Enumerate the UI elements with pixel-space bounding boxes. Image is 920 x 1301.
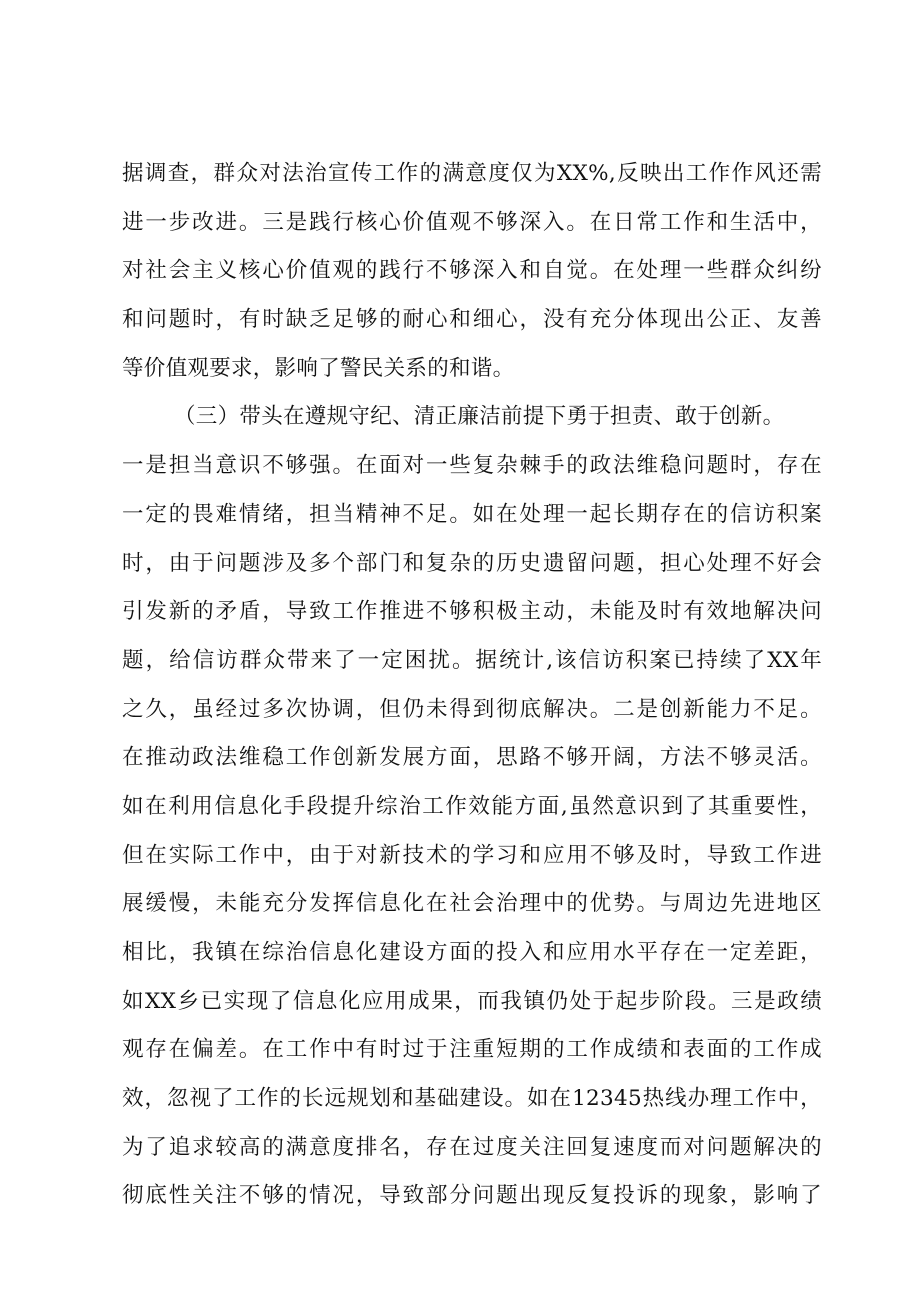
body-text [122, 150, 822, 1221]
text-line: 进一步改进。三是践行核心价值观不够深入。在日常工作和生活中， [122, 209, 822, 235]
text-line: 时，由于问题涉及多个部门和复杂的历史遗留问题，担心处理不好会 [122, 550, 822, 576]
text-line: 如XX乡已实现了信息化应用成果，而我镇仍处于起步阶段。三是政绩 [122, 988, 822, 1014]
text-line: 一是担当意识不够强。在面对一些复杂棘手的政法维稳问题时，存在 [122, 453, 822, 479]
text-line: 一定的畏难情绪，担当精神不足。如在处理一起长期存在的信访积案 [122, 501, 822, 527]
text-line: 对社会主义核心价值观的践行不够深入和自觉。在处理一些群众纠纷 [122, 258, 822, 284]
text-line: 引发新的矛盾，导致工作推进不够积极主动，未能及时有效地解决问 [122, 599, 822, 625]
text-line: 题，给信访群众带来了一定困扰。据统计,该信访积案已持续了XX年 [122, 647, 822, 673]
text-line: 为了追求较高的满意度排名，存在过度关注回复速度而对问题解决的 [122, 1134, 822, 1160]
text-line: 如在利用信息化手段提升综治工作效能方面,虽然意识到了其重要性， [122, 793, 822, 819]
text-line: 展缓慢，未能充分发挥信息化在社会治理中的优势。与周边先进地区 [122, 891, 822, 917]
text-line: 相比，我镇在综治信息化建设方面的投入和应用水平存在一定差距， [122, 940, 822, 965]
section-heading: （三）带头在遵规守纪、清正廉洁前提下勇于担责、敢于创新。 [174, 404, 785, 430]
text-line: 和问题时，有时缺乏足够的耐心和细心，没有充分体现出公正、友善 [122, 307, 822, 333]
text-line: 观存在偏差。在工作中有时过于注重短期的工作成绩和表面的工作成 [122, 1037, 822, 1063]
text-line: 据调查，群众对法治宣传工作的满意度仅为XX%,反映出工作作风还需 [122, 161, 822, 186]
text-line: 效，忽视了工作的长远规划和基础建设。如在12345热线办理工作中， [122, 1086, 822, 1112]
text-line: 等价值观要求，影响了警民关系的和谐。 [122, 355, 515, 381]
text-line: 之久，虽经过多次协调，但仍未得到彻底解决。二是创新能力不足。 [122, 696, 822, 722]
text-line: 彻底性关注不够的情况，导致部分问题出现反复投诉的现象，影响了 [122, 1183, 822, 1209]
text-line: 但在实际工作中，由于对新技术的学习和应用不够及时，导致工作进 [122, 842, 822, 868]
text-line: 在推动政法维稳工作创新发展方面，思路不够开阔，方法不够灵活。 [122, 745, 822, 771]
